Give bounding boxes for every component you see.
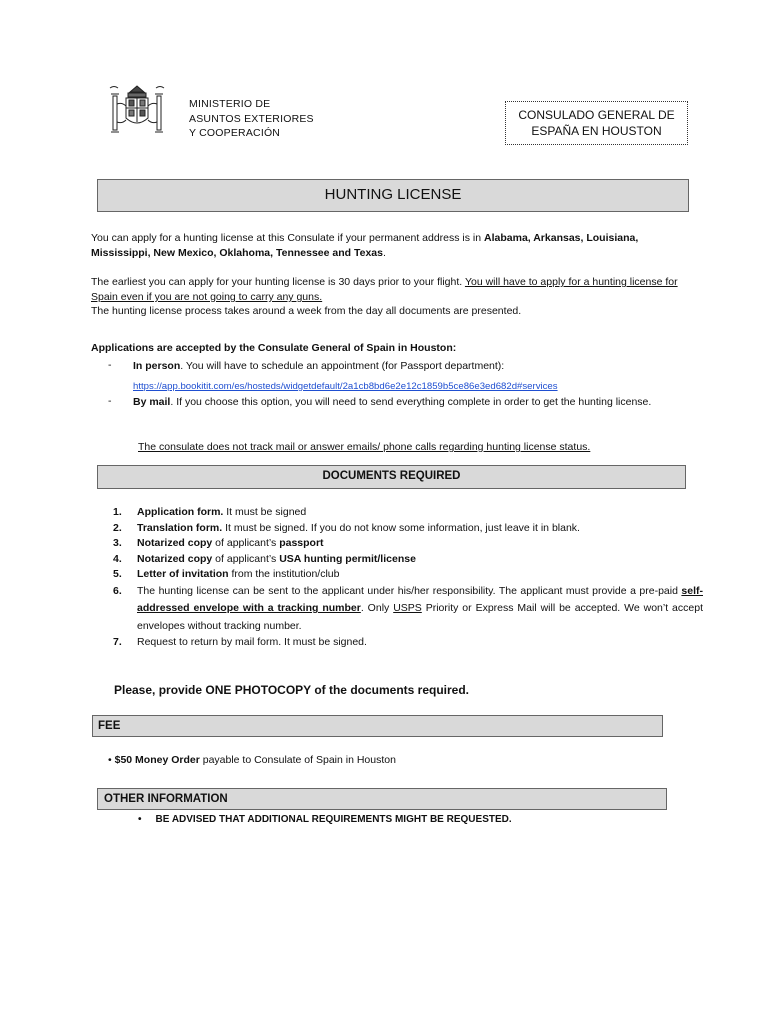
documents-heading [97,465,686,489]
appointment-link[interactable]: https://app.bookitit.com/es/hosteds/widgetdefault/2a1cb8bd6e2e12c1859b5ce86e3ed682d#services [133,381,558,392]
dash-bullet: - [108,359,112,371]
bullet-icon: • [138,814,142,825]
ministry-name [189,97,314,141]
ministry-line: MINISTERIO DE [189,98,271,110]
item-number: 3. [113,537,122,549]
list-item [113,521,703,537]
photocopy-note [114,683,469,697]
item-text: from the institution/club [228,568,340,580]
item-text: Request to return by mail form. It must be signed. [137,636,367,648]
in-person-item [133,359,693,374]
tracking-notice: The consulate does not track mail or answer emails/ phone calls regarding hunting license status. [138,441,591,453]
consulate-line: CONSULADO GENERAL DE [518,108,675,122]
usps-text: USPS [393,602,422,614]
in-person-label: In person [133,360,181,372]
consulate-line: ESPAÑA EN HOUSTON [531,124,662,138]
fee-heading: FEE [92,715,663,737]
item-number: 5. [113,568,122,580]
list-item [113,583,703,636]
ministry-line: ASUNTOS EXTERIORES [189,112,314,125]
item-number: 1. [113,506,122,518]
intro-end: . [382,247,386,259]
fee-item [108,753,396,768]
item-text: of applicant’s [212,552,280,565]
coat-of-arms-logo [108,84,166,138]
in-person-text: . You will have to schedule an appointment (for Passport department): [180,360,505,372]
by-mail-text: . If you choose this option, you will need to send everything complete in order to get the hunting license. [170,396,652,408]
item-bold: Notarized copy [137,552,213,565]
intro-states: Alabama, Arkansas, Louisiana, Mississippi, New Mexico, Oklahoma, Tennessee and Texas [91,232,639,259]
item-text: . Only [360,602,394,614]
applications-heading: Applications are accepted by the Consulate General of Spain in Houston: [91,342,457,354]
item-text: The hunting license can be sent to the applicant under his/her responsibility. The applicant must provide a pre-paid [137,584,682,597]
item-bold: Letter of invitation [137,568,229,580]
intro-paragraph-3: The hunting license process takes around a week from the day all documents are presented. [91,305,522,317]
item-number: 7. [113,636,122,648]
by-mail-item [133,395,670,410]
item-text: It must be signed. If you do not know some information, just leave it in blank. [222,521,580,534]
intro-text: You can apply for a hunting license at this Consulate if your permanent address is in [91,232,485,244]
photocopy-text: Please, provide [114,683,206,697]
intro-paragraph-1 [91,231,691,261]
list-item [113,505,703,521]
intro-paragraph-2 [91,275,691,305]
item-bold: USA hunting permit/license [279,552,416,565]
documents-heading-text: DOCUMENTS REQUIRED [322,470,461,482]
item-bold: Application form. [137,506,224,518]
item-bold: Translation form. [137,521,223,534]
list-item [113,552,703,568]
item-text: Priority or Express Mail will be accepted. We won’t accept envelopes without tracking number. [137,602,703,632]
bullet-icon: • [108,754,112,766]
fee-text: payable to Consulate of Spain in Houston [199,754,396,766]
fee-amount: $50 Money Order [114,754,200,766]
item-text: of applicant’s [212,537,280,549]
item-text: It must be signed [223,506,307,518]
list-item [113,536,703,552]
item-bold: passport [279,537,324,549]
ministry-line: Y COOPERACIÓN [189,127,281,139]
by-mail-label: By mail [133,396,171,408]
list-item [113,635,703,651]
item-bold: Notarized copy [137,537,213,549]
appointment-link-row [133,376,558,394]
list-item [113,567,703,583]
documents-list [113,505,703,651]
item-number: 4. [113,552,122,565]
photocopy-emphasis: ONE PHOTOCOPY [205,683,311,697]
page-title: HUNTING LICENSE [97,179,689,212]
dash-bullet: - [108,395,112,407]
other-info-heading: OTHER INFORMATION [97,788,667,810]
other-info-item [138,814,512,825]
item-number: 2. [113,521,122,534]
photocopy-text: of the documents required. [310,683,469,697]
item-bold: self-addressed envelope with a tracking number [137,584,703,614]
item-number: 6. [113,584,122,597]
intro-underlined: You will have to apply for a hunting license for Spain even if you are not going to carry any guns. [91,276,678,303]
consulate-box [505,101,688,145]
intro-text: The earliest you can apply for your hunting license is 30 days prior to your flight. [91,276,465,288]
other-info-text: BE ADVISED THAT ADDITIONAL REQUIREMENTS MIGHT BE REQUESTED. [155,814,512,825]
